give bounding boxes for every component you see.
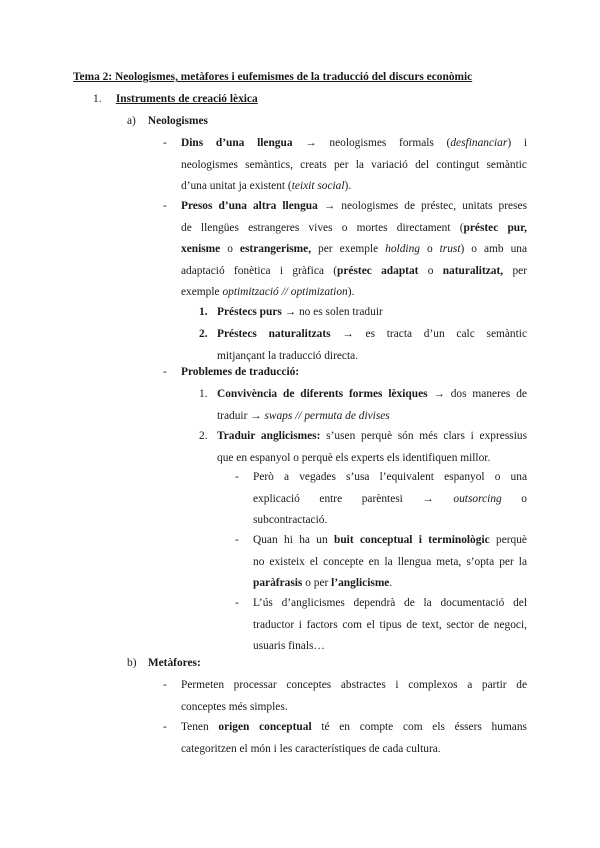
subsection-a-label: Neologismes <box>147 115 208 127</box>
problemes-number: 1. <box>199 388 208 400</box>
metafores-point-1: Permeten processar conceptes abstractes i complexos a partir de conceptes més simples. <box>181 679 527 713</box>
dash-bullet: - <box>235 534 239 546</box>
problemes-heading: Problemes de traducció: <box>181 366 300 378</box>
dins-term: Dins d’una llengua <box>181 137 293 149</box>
prestecs-purs-item: Préstecs purs → no es solen traduir <box>217 306 383 318</box>
subsection-a-letter: a) <box>127 115 136 127</box>
problemes-item-2: Traduir anglicismes: s’usen perquè són més clars i expressius que en espanyol o perquè els experts els identifiquen millor. <box>217 430 528 464</box>
presos-line-3: xenisme o estrangerisme, per exemple holding o trust) o amb una <box>181 243 528 256</box>
sublist-number: 1. <box>199 306 208 318</box>
dins-line-2: neologismes semàntics, creats per la variació del contingut semàntic <box>181 158 527 171</box>
dins-line-3: d’una unitat ja existent (teixit social). <box>181 180 352 193</box>
subsection-b-heading <box>127 653 201 675</box>
document-title: Tema 2: Neologismes, metàfores i eufemismes de la traducció del discurs econòmic <box>73 71 473 83</box>
presos-line-4: adaptació fonètica i gràfica (préstec adaptat o naturalitzat, per <box>181 264 527 277</box>
presos-line-1: Presos d’una altra llengua → neologismes de préstec, unitats preses <box>181 200 528 212</box>
sublist-number: 2. <box>199 328 208 340</box>
dash-bullet: - <box>235 471 239 483</box>
anglicismes-point-3: L’ús d’anglicismes dependrà de la documentació del traductor i factors com el tipus de text, sector de negoci, usuaris finals… <box>253 597 527 653</box>
dash-bullet: - <box>235 597 239 609</box>
dash-bullet: - <box>163 137 167 149</box>
presos-line-2: de llengües estrangeres vives o mortes directament (préstec pur, <box>181 221 527 234</box>
anglicismes-point-2: Quan hi ha un buit conceptual i terminològic perquè no existeix el concepte en la llengua meta, s’opta per la paràfrasis o per l’anglicisme. <box>253 534 527 590</box>
metafores-point-2: Tenen origen conceptual té en compte com els éssers humans categoritzen el món i les característiques de cada cultura. <box>181 721 527 755</box>
dins-line-1: Dins d’una llengua → neologismes formals (desfinanciar) i <box>181 137 527 149</box>
presos-term: Presos d’una altra llengua <box>181 200 318 212</box>
dash-bullet: - <box>163 679 167 691</box>
problemes-number: 2. <box>199 430 208 442</box>
dash-bullet: - <box>163 721 167 733</box>
anglicismes-point-1: Però a vegades s’usa l’equivalent espanyol o una explicació entre parèntesi → outsorcing o subcontractació. <box>253 471 527 527</box>
subsection-a-heading <box>127 111 208 133</box>
section-1-heading <box>93 89 258 111</box>
problemes-item-1: Convivència de diferents formes lèxiques → dos maneres de traduir → swaps // permuta de divises <box>217 388 527 422</box>
prestecs-naturalitzats-item: Préstecs naturalitzats → es tracta d’un calc semàntic mitjançant la traducció directa. <box>217 328 527 362</box>
dash-bullet: - <box>163 200 167 212</box>
dash-bullet: - <box>163 366 167 378</box>
section-1-number: 1. <box>93 93 102 105</box>
section-1-label: Instruments de creació lèxica <box>115 93 258 105</box>
subsection-b-letter: b) <box>127 657 137 669</box>
dins-example: desfinanciar <box>450 137 508 149</box>
subsection-b-label: Metàfores: <box>147 657 201 669</box>
presos-line-5: exemple optimització // optimization). <box>181 286 355 299</box>
